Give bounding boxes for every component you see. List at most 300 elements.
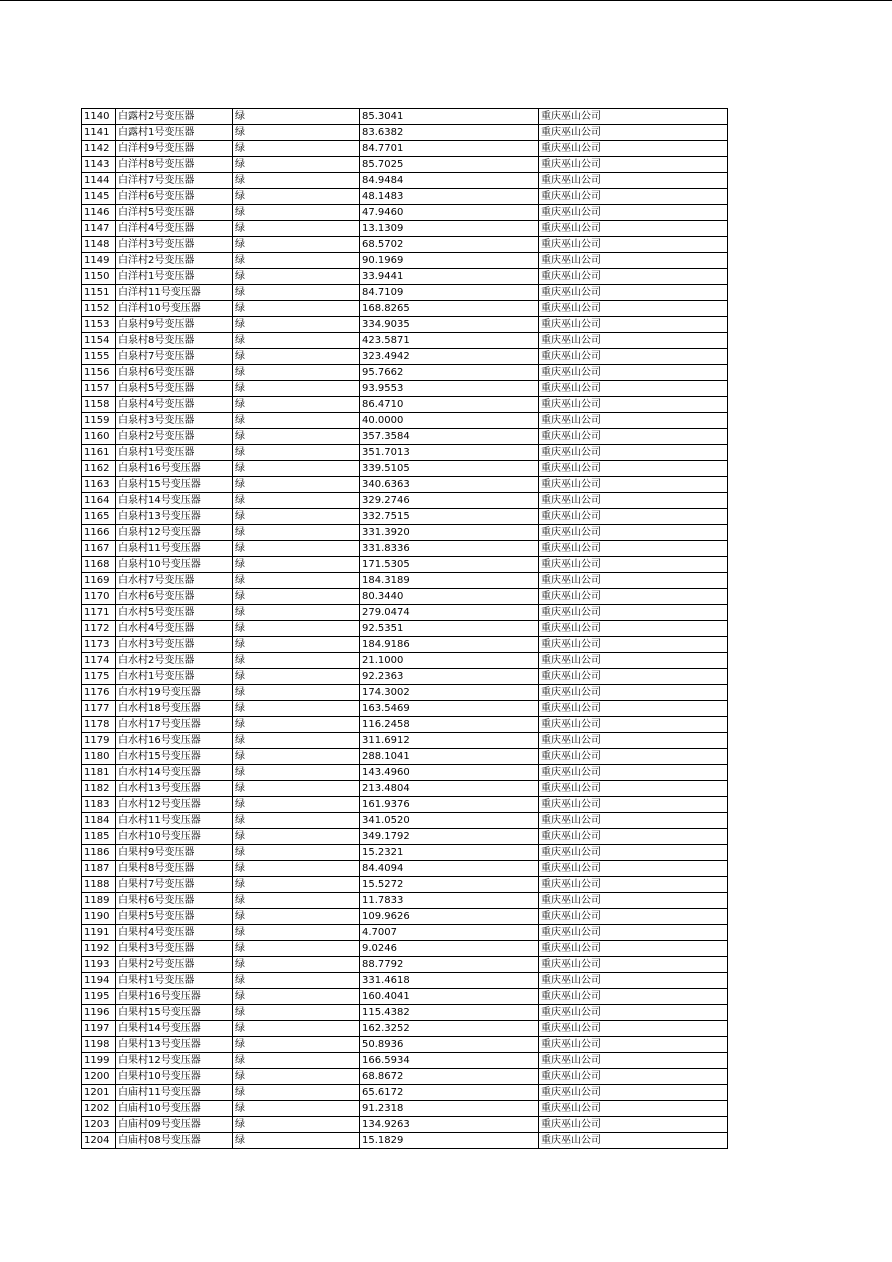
table-row: [82, 141, 728, 157]
value-cell: 85.3041: [360, 109, 539, 125]
status-cell: 绿: [233, 269, 360, 285]
row-id-cell: 1194: [82, 973, 116, 989]
company-cell: 重庆巫山公司: [539, 1117, 728, 1133]
status-cell: 绿: [233, 653, 360, 669]
value-cell: 163.5469: [360, 701, 539, 717]
transformer-name-cell: 白水村14号变压器: [116, 765, 233, 781]
status-cell: 绿: [233, 669, 360, 685]
company-cell: 重庆巫山公司: [539, 413, 728, 429]
table-row: [82, 765, 728, 781]
status-cell: 绿: [233, 541, 360, 557]
company-cell: 重庆巫山公司: [539, 525, 728, 541]
transformer-name-cell: 白泉村13号变压器: [116, 509, 233, 525]
status-cell: 绿: [233, 1117, 360, 1133]
table-row: [82, 893, 728, 909]
transformer-name-cell: 白泉村7号变压器: [116, 349, 233, 365]
company-cell: 重庆巫山公司: [539, 253, 728, 269]
company-cell: 重庆巫山公司: [539, 285, 728, 301]
row-id-cell: 1190: [82, 909, 116, 925]
transformer-name-cell: 白水村15号变压器: [116, 749, 233, 765]
table-row: [82, 845, 728, 861]
value-cell: 4.7007: [360, 925, 539, 941]
value-cell: 160.4041: [360, 989, 539, 1005]
value-cell: 340.6363: [360, 477, 539, 493]
row-id-cell: 1197: [82, 1021, 116, 1037]
value-cell: 357.3584: [360, 429, 539, 445]
company-cell: 重庆巫山公司: [539, 845, 728, 861]
company-cell: 重庆巫山公司: [539, 893, 728, 909]
transformer-name-cell: 白果村6号变压器: [116, 893, 233, 909]
value-cell: 134.9263: [360, 1117, 539, 1133]
row-id-cell: 1180: [82, 749, 116, 765]
transformer-name-cell: 白果村4号变压器: [116, 925, 233, 941]
value-cell: 143.4960: [360, 765, 539, 781]
table-row: [82, 989, 728, 1005]
status-cell: 绿: [233, 237, 360, 253]
transformer-name-cell: 白果村16号变压器: [116, 989, 233, 1005]
status-cell: 绿: [233, 717, 360, 733]
table-row: [82, 1085, 728, 1101]
transformer-name-cell: 白泉村10号变压器: [116, 557, 233, 573]
row-id-cell: 1150: [82, 269, 116, 285]
row-id-cell: 1172: [82, 621, 116, 637]
row-id-cell: 1167: [82, 541, 116, 557]
transformer-name-cell: 白洋村8号变压器: [116, 157, 233, 173]
company-cell: 重庆巫山公司: [539, 445, 728, 461]
transformer-name-cell: 白水村4号变压器: [116, 621, 233, 637]
table-row: [82, 1053, 728, 1069]
row-id-cell: 1171: [82, 605, 116, 621]
row-id-cell: 1183: [82, 797, 116, 813]
row-id-cell: 1192: [82, 941, 116, 957]
company-cell: 重庆巫山公司: [539, 349, 728, 365]
value-cell: 349.1792: [360, 829, 539, 845]
table-row: [82, 573, 728, 589]
company-cell: 重庆巫山公司: [539, 461, 728, 477]
table-row: [82, 701, 728, 717]
transformer-name-cell: 白果村2号变压器: [116, 957, 233, 973]
status-cell: 绿: [233, 557, 360, 573]
row-id-cell: 1175: [82, 669, 116, 685]
status-cell: 绿: [233, 1021, 360, 1037]
row-id-cell: 1141: [82, 125, 116, 141]
status-cell: 绿: [233, 605, 360, 621]
value-cell: 109.9626: [360, 909, 539, 925]
transformer-name-cell: 白水村6号变压器: [116, 589, 233, 605]
status-cell: 绿: [233, 445, 360, 461]
table-row: [82, 925, 728, 941]
value-cell: 90.1969: [360, 253, 539, 269]
transformer-name-cell: 白果村13号变压器: [116, 1037, 233, 1053]
transformer-name-cell: 白果村3号变压器: [116, 941, 233, 957]
row-id-cell: 1204: [82, 1133, 116, 1149]
table-row: [82, 349, 728, 365]
status-cell: 绿: [233, 205, 360, 221]
value-cell: 279.0474: [360, 605, 539, 621]
value-cell: 168.8265: [360, 301, 539, 317]
company-cell: 重庆巫山公司: [539, 749, 728, 765]
transformer-name-cell: 白泉村15号变压器: [116, 477, 233, 493]
status-cell: 绿: [233, 957, 360, 973]
row-id-cell: 1186: [82, 845, 116, 861]
row-id-cell: 1148: [82, 237, 116, 253]
row-id-cell: 1182: [82, 781, 116, 797]
transformer-name-cell: 白洋村3号变压器: [116, 237, 233, 253]
table-row: [82, 109, 728, 125]
status-cell: 绿: [233, 781, 360, 797]
table-row: [82, 909, 728, 925]
transformer-name-cell: 白洋村5号变压器: [116, 205, 233, 221]
value-cell: 84.9484: [360, 173, 539, 189]
row-id-cell: 1185: [82, 829, 116, 845]
value-cell: 86.4710: [360, 397, 539, 413]
status-cell: 绿: [233, 253, 360, 269]
value-cell: 80.3440: [360, 589, 539, 605]
transformer-name-cell: 白果村10号变压器: [116, 1069, 233, 1085]
status-cell: 绿: [233, 893, 360, 909]
row-id-cell: 1181: [82, 765, 116, 781]
status-cell: 绿: [233, 973, 360, 989]
value-cell: 93.9553: [360, 381, 539, 397]
status-cell: 绿: [233, 941, 360, 957]
row-id-cell: 1191: [82, 925, 116, 941]
transformer-name-cell: 白水村5号变压器: [116, 605, 233, 621]
table-row: [82, 269, 728, 285]
transformer-table: [81, 108, 728, 1149]
status-cell: 绿: [233, 733, 360, 749]
status-cell: 绿: [233, 829, 360, 845]
company-cell: 重庆巫山公司: [539, 365, 728, 381]
table-row: [82, 733, 728, 749]
table-row: [82, 877, 728, 893]
table-body: [82, 109, 728, 1149]
table-row: [82, 461, 728, 477]
row-id-cell: 1178: [82, 717, 116, 733]
company-cell: 重庆巫山公司: [539, 1133, 728, 1149]
table-row: [82, 253, 728, 269]
row-id-cell: 1193: [82, 957, 116, 973]
transformer-name-cell: 白泉村9号变压器: [116, 317, 233, 333]
row-id-cell: 1159: [82, 413, 116, 429]
row-id-cell: 1155: [82, 349, 116, 365]
table-row: [82, 621, 728, 637]
table-row: [82, 445, 728, 461]
row-id-cell: 1200: [82, 1069, 116, 1085]
value-cell: 174.3002: [360, 685, 539, 701]
value-cell: 166.5934: [360, 1053, 539, 1069]
row-id-cell: 1188: [82, 877, 116, 893]
table-row: [82, 413, 728, 429]
value-cell: 48.1483: [360, 189, 539, 205]
status-cell: 绿: [233, 909, 360, 925]
company-cell: 重庆巫山公司: [539, 989, 728, 1005]
value-cell: 91.2318: [360, 1101, 539, 1117]
status-cell: 绿: [233, 349, 360, 365]
status-cell: 绿: [233, 765, 360, 781]
company-cell: 重庆巫山公司: [539, 1085, 728, 1101]
status-cell: 绿: [233, 189, 360, 205]
status-cell: 绿: [233, 109, 360, 125]
table-row: [82, 333, 728, 349]
table-row: [82, 1021, 728, 1037]
company-cell: 重庆巫山公司: [539, 397, 728, 413]
company-cell: 重庆巫山公司: [539, 669, 728, 685]
transformer-name-cell: 白洋村1号变压器: [116, 269, 233, 285]
value-cell: 423.5871: [360, 333, 539, 349]
status-cell: 绿: [233, 637, 360, 653]
row-id-cell: 1189: [82, 893, 116, 909]
table-row: [82, 941, 728, 957]
table-row: [82, 1069, 728, 1085]
transformer-name-cell: 白洋村6号变压器: [116, 189, 233, 205]
transformer-name-cell: 白洋村4号变压器: [116, 221, 233, 237]
company-cell: 重庆巫山公司: [539, 861, 728, 877]
status-cell: 绿: [233, 989, 360, 1005]
company-cell: 重庆巫山公司: [539, 1053, 728, 1069]
status-cell: 绿: [233, 845, 360, 861]
company-cell: 重庆巫山公司: [539, 973, 728, 989]
row-id-cell: 1195: [82, 989, 116, 1005]
transformer-name-cell: 白水村19号变压器: [116, 685, 233, 701]
status-cell: 绿: [233, 1069, 360, 1085]
transformer-name-cell: 白洋村11号变压器: [116, 285, 233, 301]
status-cell: 绿: [233, 493, 360, 509]
transformer-name-cell: 白泉村5号变压器: [116, 381, 233, 397]
transformer-name-cell: 白泉村2号变压器: [116, 429, 233, 445]
company-cell: 重庆巫山公司: [539, 701, 728, 717]
status-cell: 绿: [233, 221, 360, 237]
transformer-name-cell: 白果村12号变压器: [116, 1053, 233, 1069]
value-cell: 332.7515: [360, 509, 539, 525]
value-cell: 92.2363: [360, 669, 539, 685]
table-row: [82, 429, 728, 445]
value-cell: 331.8336: [360, 541, 539, 557]
row-id-cell: 1153: [82, 317, 116, 333]
transformer-name-cell: 白洋村9号变压器: [116, 141, 233, 157]
value-cell: 323.4942: [360, 349, 539, 365]
company-cell: 重庆巫山公司: [539, 813, 728, 829]
row-id-cell: 1146: [82, 205, 116, 221]
status-cell: 绿: [233, 461, 360, 477]
status-cell: 绿: [233, 509, 360, 525]
table-row: [82, 477, 728, 493]
table-row: [82, 685, 728, 701]
company-cell: 重庆巫山公司: [539, 1021, 728, 1037]
table-row: [82, 125, 728, 141]
row-id-cell: 1160: [82, 429, 116, 445]
status-cell: 绿: [233, 621, 360, 637]
status-cell: 绿: [233, 285, 360, 301]
table-row: [82, 317, 728, 333]
value-cell: 65.6172: [360, 1085, 539, 1101]
value-cell: 40.0000: [360, 413, 539, 429]
row-id-cell: 1162: [82, 461, 116, 477]
transformer-name-cell: 白水村11号变压器: [116, 813, 233, 829]
company-cell: 重庆巫山公司: [539, 333, 728, 349]
value-cell: 351.7013: [360, 445, 539, 461]
status-cell: 绿: [233, 413, 360, 429]
table-row: [82, 381, 728, 397]
transformer-name-cell: 白果村8号变压器: [116, 861, 233, 877]
value-cell: 311.6912: [360, 733, 539, 749]
row-id-cell: 1173: [82, 637, 116, 653]
status-cell: 绿: [233, 1037, 360, 1053]
value-cell: 21.1000: [360, 653, 539, 669]
table-row: [82, 829, 728, 845]
company-cell: 重庆巫山公司: [539, 157, 728, 173]
company-cell: 重庆巫山公司: [539, 765, 728, 781]
status-cell: 绿: [233, 861, 360, 877]
row-id-cell: 1156: [82, 365, 116, 381]
company-cell: 重庆巫山公司: [539, 637, 728, 653]
value-cell: 162.3252: [360, 1021, 539, 1037]
transformer-name-cell: 白洋村10号变压器: [116, 301, 233, 317]
transformer-name-cell: 白泉村6号变压器: [116, 365, 233, 381]
table-row: [82, 637, 728, 653]
table-row: [82, 813, 728, 829]
value-cell: 116.2458: [360, 717, 539, 733]
value-cell: 334.9035: [360, 317, 539, 333]
value-cell: 50.8936: [360, 1037, 539, 1053]
transformer-name-cell: 白露村1号变压器: [116, 125, 233, 141]
row-id-cell: 1140: [82, 109, 116, 125]
company-cell: 重庆巫山公司: [539, 541, 728, 557]
company-cell: 重庆巫山公司: [539, 925, 728, 941]
transformer-name-cell: 白水村18号变压器: [116, 701, 233, 717]
transformer-name-cell: 白泉村3号变压器: [116, 413, 233, 429]
row-id-cell: 1196: [82, 1005, 116, 1021]
company-cell: 重庆巫山公司: [539, 317, 728, 333]
status-cell: 绿: [233, 589, 360, 605]
value-cell: 339.5105: [360, 461, 539, 477]
row-id-cell: 1198: [82, 1037, 116, 1053]
table-row: [82, 493, 728, 509]
transformer-name-cell: 白泉村1号变压器: [116, 445, 233, 461]
row-id-cell: 1168: [82, 557, 116, 573]
row-id-cell: 1165: [82, 509, 116, 525]
table-row: [82, 957, 728, 973]
value-cell: 85.7025: [360, 157, 539, 173]
row-id-cell: 1203: [82, 1117, 116, 1133]
transformer-name-cell: 白洋村2号变压器: [116, 253, 233, 269]
table-row: [82, 285, 728, 301]
row-id-cell: 1149: [82, 253, 116, 269]
status-cell: 绿: [233, 397, 360, 413]
transformer-name-cell: 白庙村08号变压器: [116, 1133, 233, 1149]
company-cell: 重庆巫山公司: [539, 589, 728, 605]
row-id-cell: 1145: [82, 189, 116, 205]
status-cell: 绿: [233, 157, 360, 173]
row-id-cell: 1184: [82, 813, 116, 829]
table-row: [82, 557, 728, 573]
company-cell: 重庆巫山公司: [539, 605, 728, 621]
transformer-name-cell: 白水村17号变压器: [116, 717, 233, 733]
value-cell: 15.5272: [360, 877, 539, 893]
table-row: [82, 781, 728, 797]
transformer-name-cell: 白果村14号变压器: [116, 1021, 233, 1037]
table-row: [82, 717, 728, 733]
status-cell: 绿: [233, 125, 360, 141]
company-cell: 重庆巫山公司: [539, 493, 728, 509]
company-cell: 重庆巫山公司: [539, 797, 728, 813]
row-id-cell: 1177: [82, 701, 116, 717]
transformer-name-cell: 白庙村09号变压器: [116, 1117, 233, 1133]
value-cell: 84.4094: [360, 861, 539, 877]
status-cell: 绿: [233, 301, 360, 317]
value-cell: 331.3920: [360, 525, 539, 541]
transformer-name-cell: 白泉村14号变压器: [116, 493, 233, 509]
company-cell: 重庆巫山公司: [539, 1069, 728, 1085]
transformer-name-cell: 白洋村7号变压器: [116, 173, 233, 189]
company-cell: 重庆巫山公司: [539, 237, 728, 253]
status-cell: 绿: [233, 925, 360, 941]
company-cell: 重庆巫山公司: [539, 653, 728, 669]
transformer-name-cell: 白水村13号变压器: [116, 781, 233, 797]
company-cell: 重庆巫山公司: [539, 877, 728, 893]
value-cell: 329.2746: [360, 493, 539, 509]
row-id-cell: 1187: [82, 861, 116, 877]
transformer-name-cell: 白泉村11号变压器: [116, 541, 233, 557]
transformer-name-cell: 白水村10号变压器: [116, 829, 233, 845]
transformer-name-cell: 白水村7号变压器: [116, 573, 233, 589]
transformer-name-cell: 白露村2号变压器: [116, 109, 233, 125]
status-cell: 绿: [233, 477, 360, 493]
value-cell: 83.6382: [360, 125, 539, 141]
value-cell: 115.4382: [360, 1005, 539, 1021]
status-cell: 绿: [233, 141, 360, 157]
table-row: [82, 653, 728, 669]
value-cell: 171.5305: [360, 557, 539, 573]
transformer-name-cell: 白庙村10号变压器: [116, 1101, 233, 1117]
company-cell: 重庆巫山公司: [539, 189, 728, 205]
table-row: [82, 189, 728, 205]
status-cell: 绿: [233, 173, 360, 189]
value-cell: 84.7701: [360, 141, 539, 157]
value-cell: 33.9441: [360, 269, 539, 285]
table-row: [82, 205, 728, 221]
table-row: [82, 589, 728, 605]
table-row: [82, 365, 728, 381]
value-cell: 95.7662: [360, 365, 539, 381]
company-cell: 重庆巫山公司: [539, 829, 728, 845]
row-id-cell: 1144: [82, 173, 116, 189]
transformer-name-cell: 白泉村4号变压器: [116, 397, 233, 413]
company-cell: 重庆巫山公司: [539, 205, 728, 221]
row-id-cell: 1169: [82, 573, 116, 589]
status-cell: 绿: [233, 317, 360, 333]
company-cell: 重庆巫山公司: [539, 717, 728, 733]
row-id-cell: 1151: [82, 285, 116, 301]
value-cell: 68.8672: [360, 1069, 539, 1085]
table-row: [82, 1037, 728, 1053]
value-cell: 341.0520: [360, 813, 539, 829]
value-cell: 288.1041: [360, 749, 539, 765]
status-cell: 绿: [233, 701, 360, 717]
company-cell: 重庆巫山公司: [539, 557, 728, 573]
status-cell: 绿: [233, 573, 360, 589]
company-cell: 重庆巫山公司: [539, 301, 728, 317]
table-row: [82, 1005, 728, 1021]
value-cell: 47.9460: [360, 205, 539, 221]
status-cell: 绿: [233, 429, 360, 445]
table-row: [82, 173, 728, 189]
table-row: [82, 1101, 728, 1117]
row-id-cell: 1164: [82, 493, 116, 509]
table-row: [82, 397, 728, 413]
value-cell: 161.9376: [360, 797, 539, 813]
row-id-cell: 1170: [82, 589, 116, 605]
transformer-name-cell: 白泉村12号变压器: [116, 525, 233, 541]
